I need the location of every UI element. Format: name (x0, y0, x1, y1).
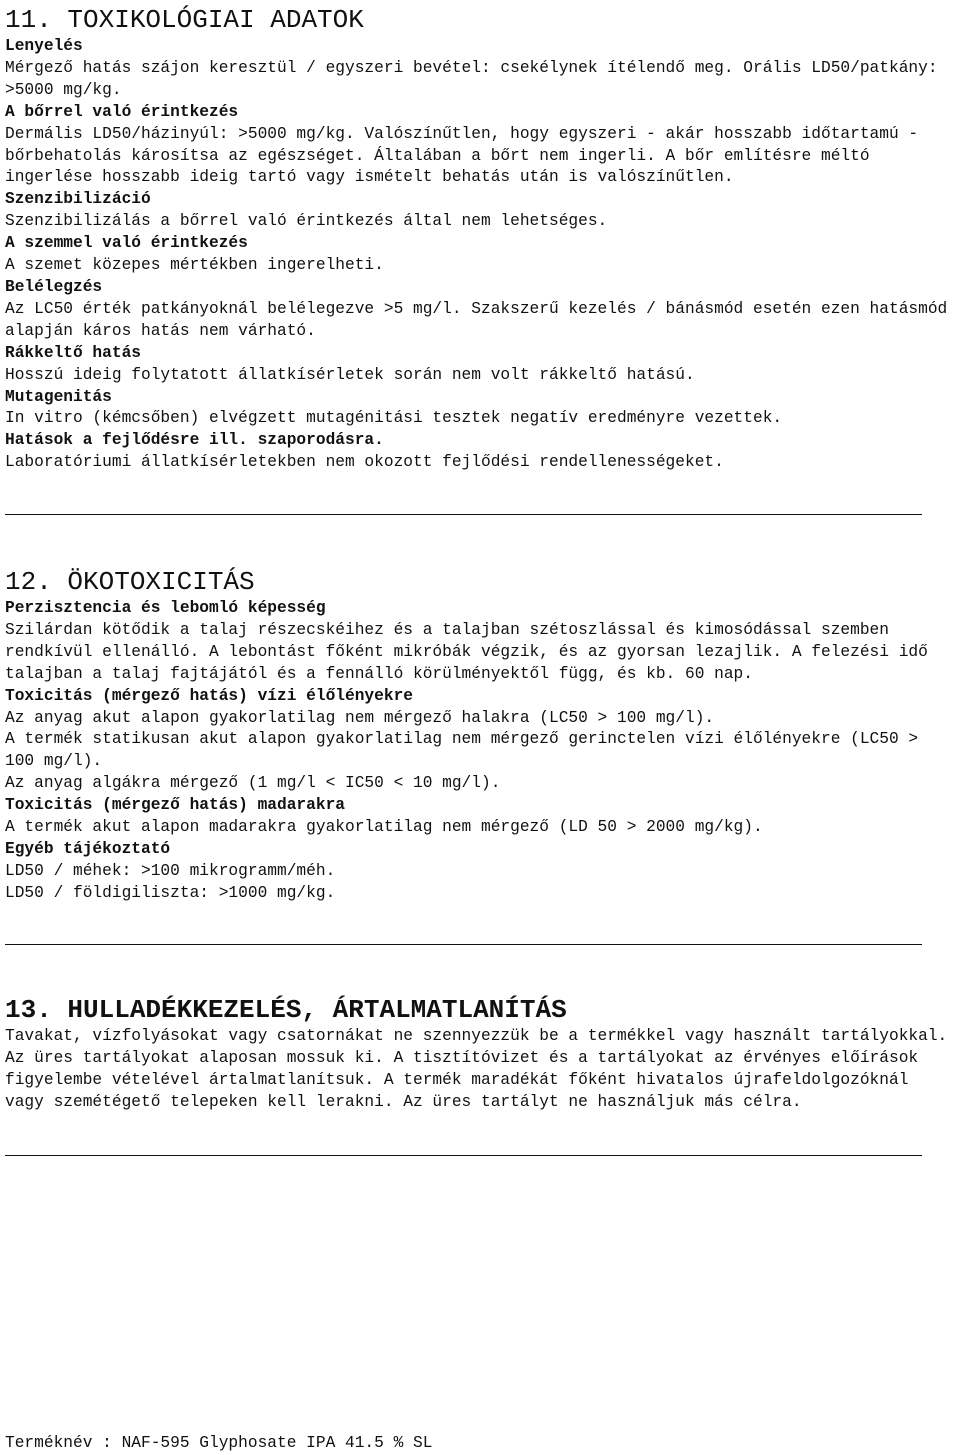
developmental-text: Laboratóriumi állatkísérletekben nem okozott fejlődési rendellenességeket. (5, 453, 724, 472)
aquatic-toxicity-text-fish: Az anyag akut alapon gyakorlatilag nem mérgező halakra (LC50 > 100 mg/l). (5, 708, 715, 727)
ingestion-heading: Lenyelés (5, 37, 83, 55)
bird-toxicity-text: A termék akut alapon madarakra gyakorlatilag nem mérgező (LD 50 > 2000 mg/kg). (5, 818, 763, 837)
section-toxicology (5, 0, 955, 474)
sensitization-heading: Szenzibilizáció (5, 190, 151, 209)
footer-product-name: Terméknév : NAF-595 Glyphosate IPA 41.5 % SL (5, 1434, 433, 1452)
aquatic-toxicity-heading: Toxicitás (mérgező hatás) vízi élőlényekre (5, 686, 413, 705)
section-divider (5, 1155, 922, 1156)
other-info-earthworm: LD50 / földigiliszta: >1000 mg/kg. (5, 883, 336, 902)
other-info-heading: Egyéb tájékoztató (5, 839, 171, 858)
mutagenicity-heading: Mutagenitás (5, 387, 112, 406)
aquatic-toxicity-text-invertebrates: A termék statikusan akut alapon gyakorlatilag nem mérgező gerinctelen vízi élőlényekre (LC50 > 100 mg/l). (5, 730, 919, 771)
bird-toxicity-heading: Toxicitás (mérgező hatás) madarakra (5, 796, 345, 815)
waste-disposal-text: Tavakat, vízfolyásokat vagy csatornákat ne szennyezzük be a termékkel vagy használt tartályokkal. Az üres tartályokat alaposan mossuk ki. A tisztítóvizet és a tartályokat az érvényes előírások figyelembe vételével ártalmatlanítsuk. A termék maradékát főként hivatalos újrafeldolgozóknál vagy szemétégető telepeken kell lerakni. Az üres tartályt ne használjuk más célra. (5, 1027, 948, 1111)
eye-contact-heading: A szemmel való érintkezés (5, 234, 248, 253)
ingestion-text: Mérgező hatás szájon keresztül / egyszeri bevétel: csekélynek ítélendő meg. Orális LD50/patkány: >5000 mg/kg. (5, 58, 938, 99)
persistence-heading: Perzisztencia és lebomló képesség (5, 599, 326, 617)
section-waste-disposal (5, 990, 955, 1114)
inhalation-text: Az LC50 érték patkányoknál belélegezve >5 mg/l. Szakszerű kezelés / bánásmód esetén ezen hatásmód alapján káros hatás nem várható. (5, 299, 948, 340)
section-ecotoxicity (5, 562, 955, 905)
carcinogenicity-heading: Rákkeltő hatás (5, 343, 141, 362)
section-title-toxicology: 11. TOXIKOLÓGIAI ADATOK (5, 5, 364, 35)
persistence-text: Szilárdan kötődik a talaj részecskéihez és a talajban szétoszlással és kimosódással szemben rendkívül ellenálló. A lebontást főként mikróbák végzik, és az gyorsan lezajlik. A felezési idő talajban a talaj fajtájától és a fennálló körülményektől függ, és kb. 60 nap. (5, 620, 928, 683)
other-info-bees: LD50 / méhek: >100 mikrogramm/méh. (5, 861, 336, 880)
carcinogenicity-text: Hosszú ideig folytatott állatkísérletek során nem volt rákkeltő hatású. (5, 365, 695, 384)
skin-contact-text: Dermális LD50/házinyúl: >5000 mg/kg. Valószínűtlen, hogy egyszeri - akár hosszabb időtartamú - bőrbehatolás károsítsa az egészséget. Általában a bőrt nem ingerli. A bőr említésre méltó ingerlése hosszabb ideig tartó vagy ismételt behatás után is valószínűtlen. (5, 124, 919, 187)
aquatic-toxicity-text-algae: Az anyag algákra mérgező (1 mg/l < IC50 < 10 mg/l). (5, 774, 501, 793)
mutagenicity-text: In vitro (kémcsőben) elvégzett mutagénitási tesztek negatív eredményre vezettek. (5, 409, 783, 428)
section-title-waste-disposal: 13. HULLADÉKKEZELÉS, ÁRTALMATLANÍTÁS (5, 995, 567, 1025)
skin-contact-heading: A bőrrel való érintkezés (5, 102, 239, 121)
eye-contact-text: A szemet közepes mértékben ingerelheti. (5, 256, 384, 275)
inhalation-heading: Belélegzés (5, 277, 103, 296)
section-divider (5, 944, 922, 945)
sensitization-text: Szenzibilizálás a bőrrel való érintkezés által nem lehetséges. (5, 212, 608, 231)
section-divider (5, 514, 922, 515)
section-title-ecotoxicity: 12. ÖKOTOXICITÁS (5, 567, 255, 597)
developmental-heading: Hatások a fejlődésre ill. szaporodásra. (5, 431, 384, 450)
